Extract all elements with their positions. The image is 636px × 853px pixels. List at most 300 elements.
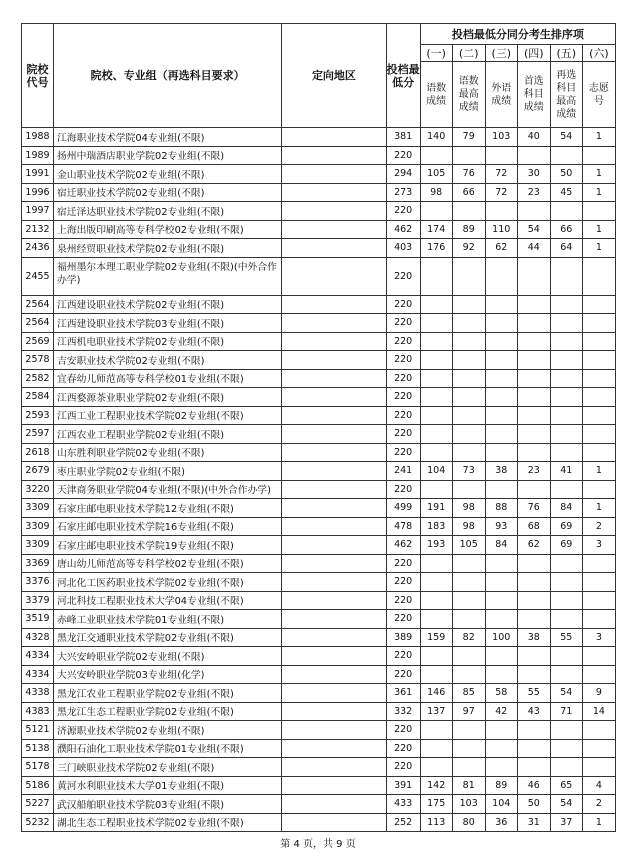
min-score-cell: 478 (386, 517, 420, 536)
region-cell (282, 388, 386, 407)
min-score-cell: 332 (386, 702, 420, 721)
school-code-cell: 5138 (22, 739, 54, 758)
sort-chinese-math-cell (420, 295, 452, 314)
sort-second-subject-max-cell (550, 480, 582, 499)
sort-preference-number-cell: 3 (582, 628, 615, 647)
min-score-cell: 220 (386, 388, 420, 407)
sort-foreign-language-cell (485, 369, 517, 388)
sort-first-subject-cell (517, 425, 550, 444)
table-row (22, 351, 616, 370)
sort-foreign-language-cell: 93 (485, 517, 517, 536)
sort-first-subject-cell: 68 (517, 517, 550, 536)
min-score-cell: 220 (386, 406, 420, 425)
sort-preference-number-cell: 2 (582, 517, 615, 536)
sort-foreign-language-cell (485, 647, 517, 666)
sort-first-subject-cell (517, 388, 550, 407)
sort-chinese-math-max-cell: 98 (452, 499, 485, 518)
school-group-cell: 大兴安岭职业学院03专业组(化学) (54, 665, 282, 684)
sort-chinese-math-max-cell: 81 (452, 776, 485, 795)
min-score-cell: 220 (386, 369, 420, 388)
sort-preference-number-cell (582, 480, 615, 499)
min-score-cell: 220 (386, 295, 420, 314)
region-cell (282, 721, 386, 740)
header-sub-label: 语数最高成绩 (452, 62, 485, 128)
school-group-cell: 黑龙江生态工程职业学院02专业组(不限) (54, 702, 282, 721)
table-row (22, 554, 616, 573)
school-group-cell: 石家庄邮电职业技术学院12专业组(不限) (54, 499, 282, 518)
sort-chinese-math-max-cell (452, 146, 485, 165)
sort-chinese-math-cell: 140 (420, 128, 452, 147)
sort-foreign-language-cell (485, 610, 517, 629)
sort-preference-number-cell (582, 554, 615, 573)
school-group-cell: 黄河水利职业技术大学01专业组(不限) (54, 776, 282, 795)
table-row (22, 684, 616, 703)
sort-chinese-math-max-cell: 80 (452, 813, 485, 832)
sort-first-subject-cell (517, 351, 550, 370)
sort-second-subject-max-cell (550, 554, 582, 573)
min-score-cell: 220 (386, 591, 420, 610)
sort-first-subject-cell (517, 332, 550, 351)
sort-chinese-math-cell (420, 202, 452, 221)
region-cell (282, 499, 386, 518)
region-cell (282, 480, 386, 499)
region-cell (282, 702, 386, 721)
min-score-cell: 220 (386, 425, 420, 444)
school-code-cell: 2436 (22, 239, 54, 258)
table-header (22, 24, 616, 128)
sort-chinese-math-max-cell (452, 406, 485, 425)
region-cell (282, 647, 386, 666)
school-code-cell: 3220 (22, 480, 54, 499)
sort-foreign-language-cell (485, 406, 517, 425)
sort-chinese-math-max-cell: 73 (452, 462, 485, 481)
table-row (22, 758, 616, 777)
school-group-cell: 江西工业工程职业技术学院02专业组(不限) (54, 406, 282, 425)
sort-first-subject-cell: 44 (517, 239, 550, 258)
sort-chinese-math-max-cell: 79 (452, 128, 485, 147)
sort-second-subject-max-cell (550, 665, 582, 684)
sort-second-subject-max-cell (550, 295, 582, 314)
sort-second-subject-max-cell: 50 (550, 165, 582, 184)
school-code-cell: 5232 (22, 813, 54, 832)
school-group-cell: 枣庄职业学院02专业组(不限) (54, 462, 282, 481)
school-code-cell: 3309 (22, 517, 54, 536)
table-row (22, 536, 616, 555)
sort-first-subject-cell (517, 443, 550, 462)
sort-foreign-language-cell (485, 146, 517, 165)
sort-foreign-language-cell: 103 (485, 128, 517, 147)
table-row (22, 425, 616, 444)
sort-foreign-language-cell: 88 (485, 499, 517, 518)
school-code-cell: 4338 (22, 684, 54, 703)
region-cell (282, 462, 386, 481)
page-footer (0, 835, 636, 850)
sort-chinese-math-cell: 176 (420, 239, 452, 258)
sort-first-subject-cell (517, 406, 550, 425)
sort-foreign-language-cell: 84 (485, 536, 517, 555)
sort-chinese-math-max-cell: 105 (452, 536, 485, 555)
sort-preference-number-cell: 1 (582, 499, 615, 518)
sort-second-subject-max-cell: 55 (550, 628, 582, 647)
min-score-cell: 462 (386, 536, 420, 555)
sort-foreign-language-cell: 42 (485, 702, 517, 721)
table-row (22, 443, 616, 462)
min-score-cell: 220 (386, 573, 420, 592)
sort-first-subject-cell (517, 573, 550, 592)
school-code-cell: 5121 (22, 721, 54, 740)
sort-first-subject-cell (517, 554, 550, 573)
sort-first-subject-cell (517, 758, 550, 777)
region-cell (282, 758, 386, 777)
table-body (22, 128, 616, 832)
sort-first-subject-cell (517, 610, 550, 629)
header-sub-num: (二) (452, 45, 485, 62)
min-score-cell: 361 (386, 684, 420, 703)
school-code-cell: 1988 (22, 128, 54, 147)
region-cell (282, 257, 386, 295)
sort-first-subject-cell (517, 721, 550, 740)
sort-first-subject-cell (517, 202, 550, 221)
sort-chinese-math-max-cell: 97 (452, 702, 485, 721)
page-number-text: 第 4 页，共 9 页 (280, 839, 356, 850)
sort-preference-number-cell: 1 (582, 813, 615, 832)
table-row (22, 146, 616, 165)
sort-chinese-math-cell (420, 573, 452, 592)
school-group-cell: 江西婺源茶业职业学院02专业组(不限) (54, 388, 282, 407)
header-name: 院校、专业组（再选科目要求） (54, 24, 282, 128)
sort-preference-number-cell: 14 (582, 702, 615, 721)
sort-preference-number-cell (582, 369, 615, 388)
sort-chinese-math-cell (420, 721, 452, 740)
sort-chinese-math-cell: 105 (420, 165, 452, 184)
sort-foreign-language-cell (485, 591, 517, 610)
region-cell (282, 351, 386, 370)
sort-foreign-language-cell: 58 (485, 684, 517, 703)
sort-chinese-math-cell (420, 257, 452, 295)
sort-foreign-language-cell: 72 (485, 183, 517, 202)
sort-second-subject-max-cell (550, 758, 582, 777)
school-group-cell: 宿迁泽达职业技术学院02专业组(不限) (54, 202, 282, 221)
school-group-cell: 黑龙江交通职业技术学院02专业组(不限) (54, 628, 282, 647)
sort-first-subject-cell (517, 480, 550, 499)
sort-chinese-math-max-cell (452, 480, 485, 499)
sort-first-subject-cell: 76 (517, 499, 550, 518)
region-cell (282, 146, 386, 165)
school-code-cell: 4383 (22, 702, 54, 721)
school-group-cell: 湖北生态工程职业技术学院02专业组(不限) (54, 813, 282, 832)
table-row (22, 573, 616, 592)
sort-foreign-language-cell (485, 332, 517, 351)
sort-second-subject-max-cell: 54 (550, 128, 582, 147)
min-score-cell: 499 (386, 499, 420, 518)
sort-first-subject-cell: 43 (517, 702, 550, 721)
sort-chinese-math-max-cell (452, 573, 485, 592)
header-sub-num: (五) (550, 45, 582, 62)
min-score-cell: 273 (386, 183, 420, 202)
school-group-cell: 吉安职业技术学院02专业组(不限) (54, 351, 282, 370)
sort-chinese-math-max-cell: 98 (452, 517, 485, 536)
min-score-cell: 220 (386, 257, 420, 295)
sort-chinese-math-max-cell (452, 721, 485, 740)
sort-preference-number-cell: 1 (582, 462, 615, 481)
header-sub-label: 再选科目最高成绩 (550, 62, 582, 128)
sort-second-subject-max-cell: 65 (550, 776, 582, 795)
region-cell (282, 295, 386, 314)
region-cell (282, 314, 386, 333)
sort-foreign-language-cell (485, 554, 517, 573)
region-cell (282, 239, 386, 258)
school-group-cell: 济源职业技术学院02专业组(不限) (54, 721, 282, 740)
school-group-cell: 江西建设职业技术学院03专业组(不限) (54, 314, 282, 333)
sort-second-subject-max-cell (550, 406, 582, 425)
sort-chinese-math-cell: 113 (420, 813, 452, 832)
sort-chinese-math-cell (420, 146, 452, 165)
sort-preference-number-cell: 4 (582, 776, 615, 795)
school-code-cell: 2564 (22, 314, 54, 333)
sort-second-subject-max-cell: 84 (550, 499, 582, 518)
region-cell (282, 183, 386, 202)
school-code-cell: 1991 (22, 165, 54, 184)
sort-chinese-math-cell (420, 554, 452, 573)
region-cell (282, 202, 386, 221)
sort-chinese-math-cell: 175 (420, 795, 452, 814)
sort-chinese-math-cell (420, 314, 452, 333)
sort-preference-number-cell (582, 406, 615, 425)
school-group-cell: 河北化工医药职业技术学院02专业组(不限) (54, 573, 282, 592)
sort-chinese-math-cell: 98 (420, 183, 452, 202)
sort-foreign-language-cell (485, 665, 517, 684)
min-score-cell: 294 (386, 165, 420, 184)
school-group-cell: 江西农业工程职业学院02专业组(不限) (54, 425, 282, 444)
sort-first-subject-cell: 23 (517, 462, 550, 481)
school-group-cell: 扬州中瑞酒店职业学院02专业组(不限) (54, 146, 282, 165)
sort-first-subject-cell (517, 369, 550, 388)
school-code-cell: 2132 (22, 220, 54, 239)
school-code-cell: 2582 (22, 369, 54, 388)
sort-preference-number-cell (582, 758, 615, 777)
school-code-cell: 2569 (22, 332, 54, 351)
sort-first-subject-cell: 40 (517, 128, 550, 147)
sort-preference-number-cell (582, 332, 615, 351)
sort-second-subject-max-cell: 66 (550, 220, 582, 239)
min-score-cell: 241 (386, 462, 420, 481)
sort-foreign-language-cell (485, 202, 517, 221)
sort-chinese-math-max-cell: 89 (452, 220, 485, 239)
header-min-score: 投档最低分 (386, 24, 420, 128)
table-row (22, 165, 616, 184)
school-group-cell: 上海出版印刷高等专科学校02专业组(不限) (54, 220, 282, 239)
sort-chinese-math-cell: 104 (420, 462, 452, 481)
sort-chinese-math-max-cell (452, 202, 485, 221)
school-code-cell: 2584 (22, 388, 54, 407)
sort-first-subject-cell: 54 (517, 220, 550, 239)
table-row (22, 128, 616, 147)
sort-first-subject-cell: 38 (517, 628, 550, 647)
sort-second-subject-max-cell: 45 (550, 183, 582, 202)
sort-second-subject-max-cell (550, 573, 582, 592)
table-row (22, 813, 616, 832)
region-cell (282, 776, 386, 795)
sort-chinese-math-max-cell (452, 647, 485, 666)
sort-first-subject-cell: 30 (517, 165, 550, 184)
header-sub-num: (六) (582, 45, 615, 62)
table-row (22, 257, 616, 295)
sort-first-subject-cell (517, 739, 550, 758)
region-cell (282, 443, 386, 462)
region-cell (282, 665, 386, 684)
sort-preference-number-cell (582, 591, 615, 610)
sort-chinese-math-max-cell: 66 (452, 183, 485, 202)
sort-chinese-math-cell: 191 (420, 499, 452, 518)
admission-score-table (21, 23, 616, 832)
sort-chinese-math-max-cell (452, 332, 485, 351)
sort-preference-number-cell (582, 610, 615, 629)
sort-second-subject-max-cell (550, 443, 582, 462)
sort-preference-number-cell: 1 (582, 220, 615, 239)
header-group-title: 投档最低分同分考生排序项 (420, 24, 615, 45)
sort-chinese-math-max-cell (452, 591, 485, 610)
sort-chinese-math-cell (420, 425, 452, 444)
sort-chinese-math-cell (420, 443, 452, 462)
school-group-cell: 石家庄邮电职业技术学院19专业组(不限) (54, 536, 282, 555)
sort-second-subject-max-cell (550, 202, 582, 221)
sort-foreign-language-cell: 62 (485, 239, 517, 258)
sort-foreign-language-cell (485, 314, 517, 333)
school-group-cell: 福州墨尔本理工职业学院02专业组(不限)(中外合作办学) (54, 257, 282, 295)
min-score-cell: 389 (386, 628, 420, 647)
region-cell (282, 165, 386, 184)
sort-foreign-language-cell: 36 (485, 813, 517, 832)
sort-preference-number-cell: 3 (582, 536, 615, 555)
sort-preference-number-cell: 1 (582, 239, 615, 258)
region-cell (282, 739, 386, 758)
sort-foreign-language-cell: 72 (485, 165, 517, 184)
sort-chinese-math-max-cell (452, 351, 485, 370)
sort-preference-number-cell: 2 (582, 795, 615, 814)
school-group-cell: 石家庄邮电职业技术学院16专业组(不限) (54, 517, 282, 536)
table-row (22, 202, 616, 221)
sort-chinese-math-cell: 193 (420, 536, 452, 555)
region-cell (282, 795, 386, 814)
sort-chinese-math-cell (420, 591, 452, 610)
school-group-cell: 江西机电职业技术学院02专业组(不限) (54, 332, 282, 351)
table-row (22, 183, 616, 202)
sort-second-subject-max-cell: 64 (550, 239, 582, 258)
sort-chinese-math-max-cell (452, 425, 485, 444)
sort-preference-number-cell (582, 202, 615, 221)
sort-foreign-language-cell: 110 (485, 220, 517, 239)
sort-second-subject-max-cell: 71 (550, 702, 582, 721)
table-row (22, 795, 616, 814)
min-score-cell: 462 (386, 220, 420, 239)
sort-first-subject-cell (517, 647, 550, 666)
min-score-cell: 220 (386, 739, 420, 758)
sort-second-subject-max-cell: 37 (550, 813, 582, 832)
region-cell (282, 536, 386, 555)
sort-second-subject-max-cell (550, 425, 582, 444)
sort-chinese-math-max-cell (452, 665, 485, 684)
sort-second-subject-max-cell (550, 257, 582, 295)
sort-preference-number-cell: 1 (582, 165, 615, 184)
sort-chinese-math-cell (420, 647, 452, 666)
min-score-cell: 381 (386, 128, 420, 147)
sort-second-subject-max-cell (550, 739, 582, 758)
header-sub-num: (三) (485, 45, 517, 62)
sort-foreign-language-cell (485, 443, 517, 462)
sort-foreign-language-cell (485, 480, 517, 499)
table-row (22, 721, 616, 740)
sort-preference-number-cell (582, 388, 615, 407)
school-code-cell: 4334 (22, 647, 54, 666)
sort-chinese-math-max-cell: 103 (452, 795, 485, 814)
sort-foreign-language-cell: 104 (485, 795, 517, 814)
header-region: 定向地区 (282, 24, 386, 128)
school-code-cell: 2593 (22, 406, 54, 425)
sort-preference-number-cell: 1 (582, 183, 615, 202)
sort-chinese-math-max-cell (452, 554, 485, 573)
region-cell (282, 610, 386, 629)
sort-foreign-language-cell (485, 721, 517, 740)
sort-foreign-language-cell: 89 (485, 776, 517, 795)
school-code-cell: 5186 (22, 776, 54, 795)
sort-chinese-math-cell: 159 (420, 628, 452, 647)
min-score-cell: 220 (386, 721, 420, 740)
sort-chinese-math-max-cell (452, 369, 485, 388)
min-score-cell: 220 (386, 146, 420, 165)
sort-chinese-math-cell (420, 388, 452, 407)
sort-chinese-math-cell: 146 (420, 684, 452, 703)
table-row (22, 776, 616, 795)
min-score-cell: 220 (386, 443, 420, 462)
sort-chinese-math-max-cell: 85 (452, 684, 485, 703)
table-row (22, 332, 616, 351)
sort-chinese-math-cell (420, 332, 452, 351)
min-score-cell: 220 (386, 647, 420, 666)
sort-preference-number-cell (582, 425, 615, 444)
region-cell (282, 425, 386, 444)
table-row (22, 702, 616, 721)
school-group-cell: 山东胜利职业学院02专业组(不限) (54, 443, 282, 462)
region-cell (282, 628, 386, 647)
min-score-cell: 252 (386, 813, 420, 832)
sort-second-subject-max-cell (550, 647, 582, 666)
school-code-cell: 1989 (22, 146, 54, 165)
sort-chinese-math-cell (420, 665, 452, 684)
sort-chinese-math-max-cell (452, 610, 485, 629)
sort-preference-number-cell (582, 295, 615, 314)
table-row (22, 295, 616, 314)
school-group-cell: 濮阳石油化工职业技术学院01专业组(不限) (54, 739, 282, 758)
sort-second-subject-max-cell: 41 (550, 462, 582, 481)
sort-chinese-math-max-cell: 82 (452, 628, 485, 647)
header-sub-label: 首选科目成绩 (517, 62, 550, 128)
sort-first-subject-cell: 23 (517, 183, 550, 202)
sort-first-subject-cell (517, 146, 550, 165)
header-sub-label: 志愿号 (582, 62, 615, 128)
school-code-cell: 3309 (22, 536, 54, 555)
sort-chinese-math-cell: 183 (420, 517, 452, 536)
table-row (22, 314, 616, 333)
school-code-cell: 2455 (22, 257, 54, 295)
region-cell (282, 554, 386, 573)
table-row (22, 739, 616, 758)
sort-first-subject-cell (517, 257, 550, 295)
sort-foreign-language-cell (485, 758, 517, 777)
min-score-cell: 433 (386, 795, 420, 814)
school-code-cell: 2618 (22, 443, 54, 462)
min-score-cell: 220 (386, 314, 420, 333)
table-row (22, 610, 616, 629)
